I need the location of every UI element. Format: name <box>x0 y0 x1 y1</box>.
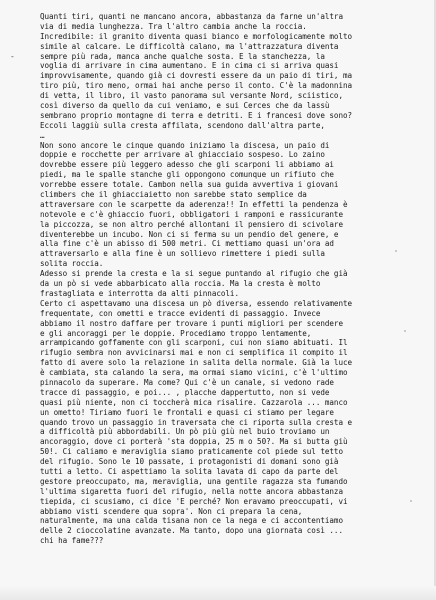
text-line: e gli ancoraggi per le doppie. Procediamo troppo lentamente, <box>40 328 312 338</box>
text-line: frequentate, con ometti e tracce evidenti di passaggio. Invece <box>40 308 321 318</box>
text-line: è cambiata, sta calando la sera, ma ormai siamo vicini, c'è l'ultimo <box>40 368 348 378</box>
text-line: attraversarlo e alla fine è un sollievo rimettere i piedi sulla <box>40 249 325 259</box>
text-line: dovrebbe essere più leggero adesso che gli scarponi li abbiamo ai <box>40 160 334 170</box>
text-line: … <box>40 130 45 140</box>
text-line: Incredibile: il granito diventa quasi bianco e morfologicamente molto <box>40 31 353 41</box>
text-line: un ometto! Tiriamo fuori le frontali e quasi ci stiamo per legare <box>40 407 334 417</box>
text-line: 50!. Ci caliamo e meraviglia siamo praticamente col piede sul tetto <box>40 447 343 457</box>
text-line: del rifugio. Sono le 10 passate, i protagonisti di domani sono già <box>40 457 339 467</box>
text-line: Adesso si prende la cresta e la si segue puntando al rifugio che già <box>40 269 348 279</box>
text-line: diventerebbe un incubo. Non ci si ferma su un pendio del genere, e <box>40 229 339 239</box>
text-line: di vetta, il libro, il vasto panorama sul versante Nord, sciistico, <box>40 91 343 101</box>
margin-mark: - <box>10 52 15 61</box>
text-line: quasi più niente, non ci toccherà mica risalire. Cazzarola ... manco <box>40 397 348 407</box>
text-line: la piccozza, se non altro perché allontani il pensiero di scivolare <box>40 219 343 229</box>
document-text <box>40 12 420 546</box>
text-line: sempre più rada, manca anche qualche sosta. E la stanchezza, la <box>40 51 325 61</box>
text-line: improvvisamente, quando già ci dovresti essere da un paio di tiri, ma <box>40 71 353 81</box>
text-line: da un pò si vede abbarbicato alla roccia. Ma la cresta è molto <box>40 279 321 289</box>
text-line: chi ha fame??? <box>40 536 104 546</box>
text-line: Eccoli laggiù sulla cresta affilata, scendono dall'altra parte, <box>40 120 325 130</box>
text-line: così diverso da quello da cui veniamo, e sui Cerces che da lassù <box>40 101 330 111</box>
text-line: tiepida, ci scusiamo, ci dice 'E perché? Non eravamo preoccupati, vi <box>40 496 348 506</box>
text-line: tutti a letto. Ci aspettiamo la solita lavata di capo da parte del <box>40 466 339 476</box>
text-line: pinnacolo da superare. Ma come? Qui c'è un canale, si vedono rade <box>40 377 334 387</box>
text-line: climbers che il ghiacciaietto non sarebbe stato semplice da <box>40 190 307 200</box>
text-line: rifugio sembra non avvicinarsi mai e non ci semplifica il compito il <box>40 348 348 358</box>
text-line: solita roccia. <box>40 259 104 269</box>
text-line: notevole e c'è ghiaccio fuori, obbligatori i ramponi e rassicurante <box>40 209 343 219</box>
text-line: via di media lunghezza. Tra l'altro cambia anche la roccia. <box>40 21 307 31</box>
text-line: tracce di passaggio, e poi... , placche dappertutto, non si vede <box>40 387 330 397</box>
text-line: delle 2 cioccolatine avanzate. Ma tanto, dopo una giornata così ... <box>40 526 343 536</box>
text-line: frastagliata e interrotta da alti pinnacoli. <box>40 288 239 298</box>
page-bottom-shadow <box>0 586 436 600</box>
text-line: tiro più, tiro meno, ormai hai anche perso il conto. C'è la madonnina <box>40 81 353 91</box>
text-line: doppie e rocchette per arrivare al ghiacciaio sospeso. Lo zaino <box>40 150 325 160</box>
text-line: Certo ci aspettavamo una discesa un pò diversa, essendo relativamente <box>40 298 353 308</box>
paper-speck <box>404 330 406 332</box>
text-line: voglia di arrivare in cima aumentano. E in cima ci si arriva quasi <box>40 61 339 71</box>
paper-speck <box>395 250 397 252</box>
text-line: abbiamo visti scendere qua sopra'. Non ci prepara la cena, <box>40 506 303 516</box>
text-line: alla fine c'è un abisso di 500 metri. Ci mettiamo quasi un'ora ad <box>40 239 334 249</box>
text-line: Quanti tiri, quanti ne mancano ancora, abbastanza da farne un'altra <box>40 12 343 21</box>
paper-speck <box>410 500 412 502</box>
text-line: sembrano proprio montagne di terra e detriti. E i francesi dove sono? <box>40 110 353 120</box>
text-line: quando trovo un passaggio in traversata che ci riporta sulla cresta e <box>40 417 353 427</box>
text-line: vorrebbe essere totale. Cambon nella sua guida avvertiva i giovani <box>40 180 339 190</box>
text-line: fatto di avere solo la relazione in salita della normale. Già la luce <box>40 358 353 368</box>
text-line: naturalmente, ma una calda tisana non ce la nega e ci accontentiamo <box>40 516 343 526</box>
text-line: a difficoltà più abbordabili. Un pò più giù nel buio troviamo un <box>40 427 330 437</box>
text-line: Non sono ancore le cinque quando iniziamo la discesa, un paio di <box>40 140 330 150</box>
text-line: attraversare con le scarpette da aderenza!! In effetti la pendenza è <box>40 199 348 209</box>
text-line: ancoraggio, dove ci porterà 'sta doppia, 25 m o 50?. Ma si butta giù <box>40 437 348 447</box>
text-line: piedi, ma le spalle stanche gli oppongono comunque un rifiuto che <box>40 170 334 180</box>
text-line: arrampicando goffamente con gli scarponi, cui non siamo abituati. Il <box>40 338 348 348</box>
text-line: l'ultima sigaretta fuori del rifugio, nella notte ancora abbastanza <box>40 486 343 496</box>
text-line: simile al calcare. Le difficoltà calano, ma l'attrazzatura diventa <box>40 41 339 51</box>
text-line: gestore preoccupato, ma, meraviglia, una gentile ragazza sta fumando <box>40 476 348 486</box>
text-line: abbiamo il nostro daffare per trovare i punti migliori per scendere <box>40 318 343 328</box>
